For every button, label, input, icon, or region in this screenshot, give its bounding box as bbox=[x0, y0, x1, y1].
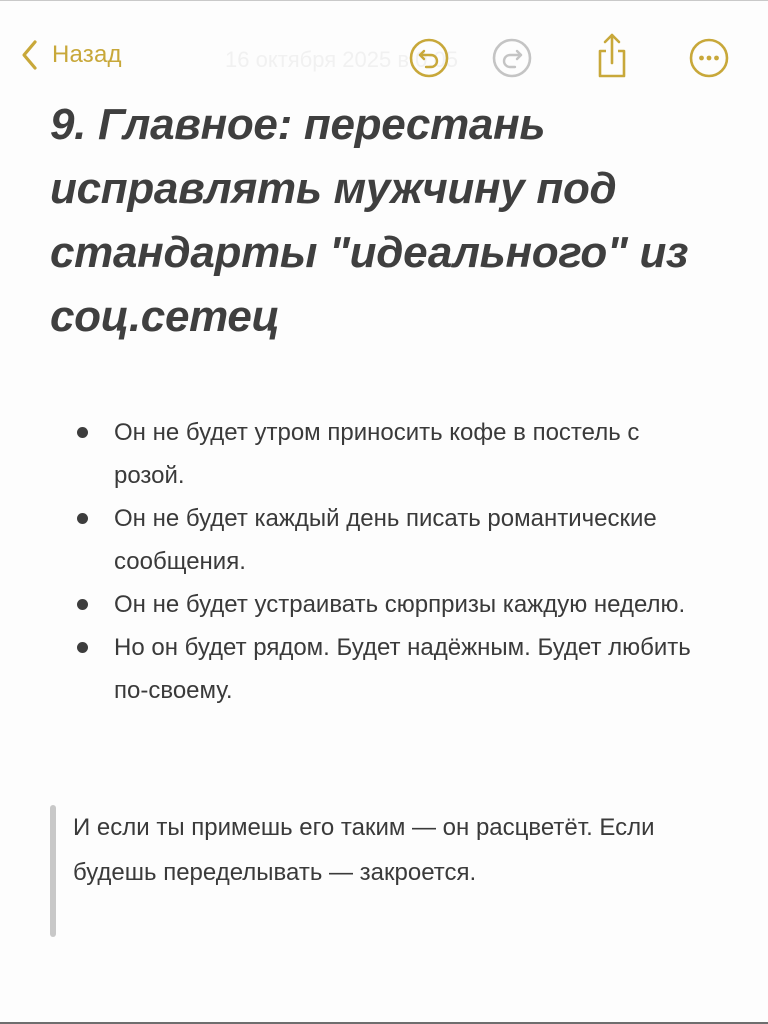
note-date-faded: 16 октября 2025 в 0:05 bbox=[225, 47, 458, 72]
navigation-bar bbox=[0, 29, 768, 85]
list-item bbox=[74, 583, 714, 626]
undo-icon bbox=[408, 37, 450, 79]
list-item bbox=[74, 497, 714, 583]
chevron-left-icon bbox=[20, 39, 38, 71]
note-title: 9. Главное: перестань исправлять мужчину под стандарты "идеального" из соц.сетец bbox=[50, 100, 689, 341]
bullet-icon bbox=[77, 642, 88, 653]
bullet-list bbox=[74, 411, 714, 712]
bullet-icon bbox=[77, 599, 88, 610]
list-item-text: Он не будет утром приносить кофе в постель с розой. bbox=[114, 419, 640, 489]
list-item-text: Но он будет рядом. Будет надёжным. Будет любить по-своему. bbox=[114, 634, 691, 704]
back-button[interactable] bbox=[20, 39, 122, 71]
back-label: Назад bbox=[52, 41, 122, 68]
redo-button[interactable] bbox=[491, 37, 533, 79]
share-button[interactable] bbox=[592, 31, 632, 81]
bullet-icon bbox=[77, 427, 88, 438]
more-icon bbox=[688, 37, 730, 79]
quote-bar bbox=[50, 805, 56, 937]
share-icon bbox=[592, 31, 632, 81]
list-item-text: Он не будет устраивать сюрпризы каждую неделю. bbox=[114, 591, 686, 618]
undo-button[interactable] bbox=[408, 37, 450, 79]
redo-icon bbox=[491, 37, 533, 79]
bullet-icon bbox=[77, 513, 88, 524]
quote-text: И если ты примешь его таким — он расцветёт. Если будешь переделывать — закроется. bbox=[73, 814, 655, 886]
list-item bbox=[74, 626, 714, 712]
list-item bbox=[74, 411, 714, 497]
list-item-text: Он не будет каждый день писать романтические сообщения. bbox=[114, 505, 657, 575]
block-quote bbox=[50, 805, 710, 937]
more-button[interactable] bbox=[688, 37, 730, 79]
